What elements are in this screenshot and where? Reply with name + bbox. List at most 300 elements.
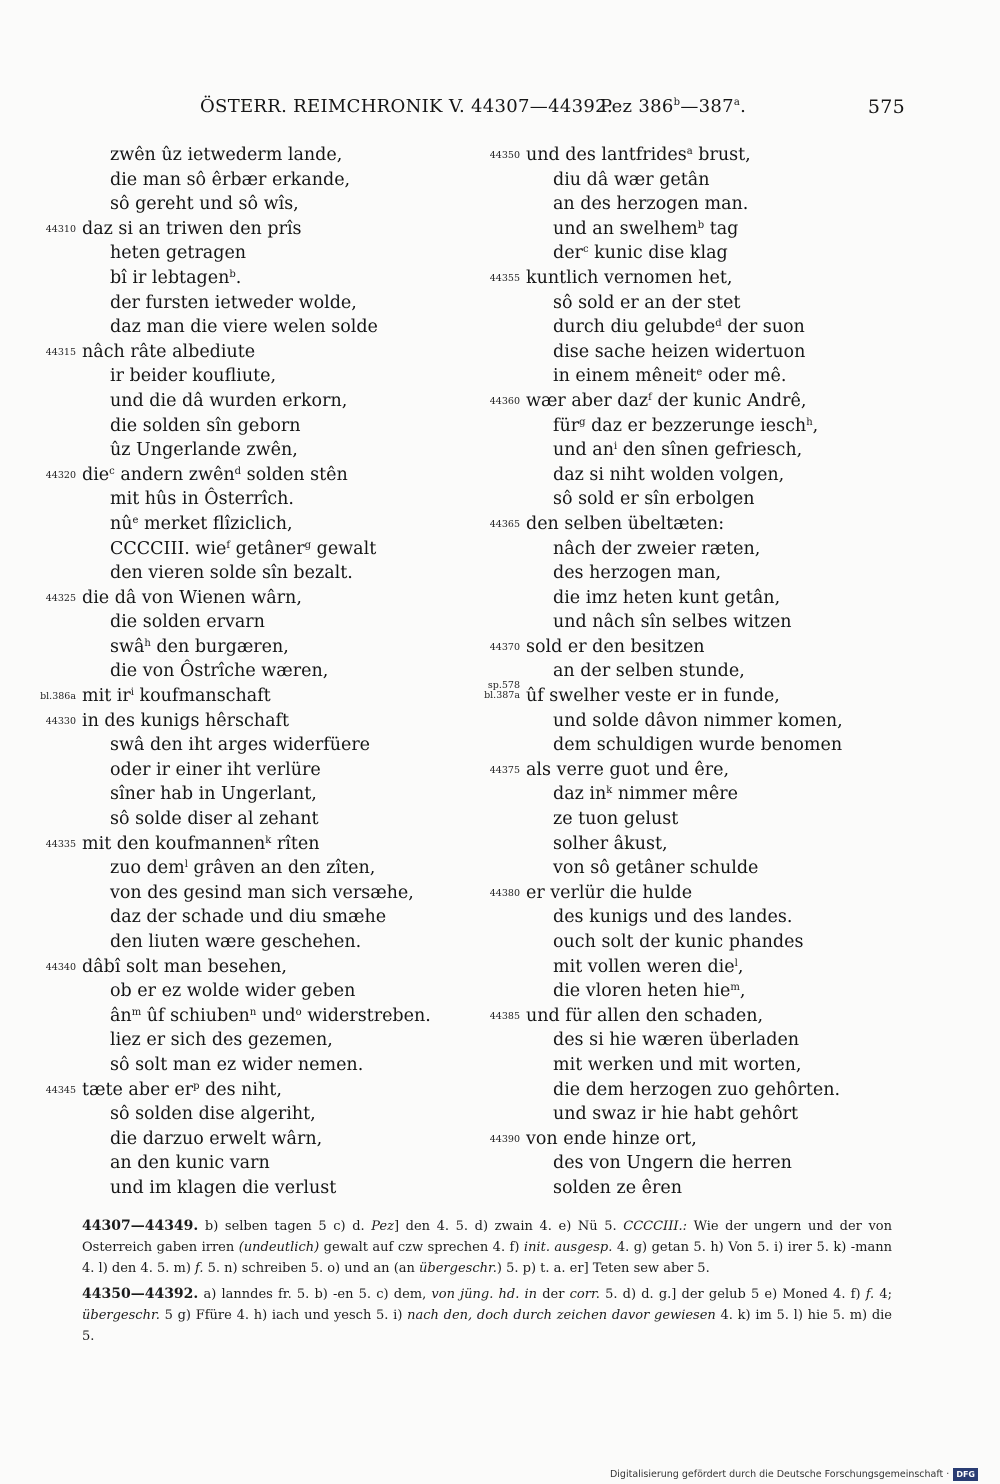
verse-text (110, 143, 342, 168)
verse-text (82, 955, 287, 980)
line-number: bl.386a (40, 691, 76, 703)
verse-line (474, 364, 874, 389)
verse-fragment: und an swelhem (553, 218, 698, 239)
verse-text (526, 1127, 697, 1152)
verse-fragment: von ende hinze ort, (526, 1128, 697, 1149)
verse-line (30, 143, 450, 168)
verse-fragment: an des herzogen man. (553, 194, 749, 215)
footnote-marker: a (686, 146, 693, 157)
verse-text (82, 709, 289, 734)
verse-line (474, 659, 874, 684)
verse-text (553, 782, 738, 807)
verse-text (110, 364, 276, 389)
verse-line (474, 143, 874, 168)
verse-text (553, 1078, 840, 1103)
line-number: 44375 (489, 764, 520, 776)
verse-fragment: bî ir lebtagen (110, 267, 230, 288)
verse-text (110, 807, 319, 832)
verse-text (110, 291, 357, 316)
verse-line (474, 561, 874, 586)
line-number: 44365 (489, 518, 520, 530)
verse-fragment: der suon (721, 317, 805, 338)
verse-line (30, 512, 450, 537)
verse-line (30, 905, 450, 930)
verse-text (553, 856, 758, 881)
verse-fragment: den vieren solde sîn bezalt. (110, 563, 353, 584)
verse-line (474, 979, 874, 1004)
verse-fragment: daz in (553, 784, 607, 805)
line-number: 44370 (489, 641, 520, 653)
verse-text (82, 832, 320, 857)
footnote-marker: c (582, 244, 589, 256)
verse-text (553, 340, 805, 365)
verse-text (110, 241, 246, 266)
verse-line (30, 537, 450, 562)
line-number: 44315 (45, 346, 76, 358)
verse-text (110, 561, 353, 586)
verse-text (553, 414, 818, 439)
verse-text (110, 659, 328, 684)
line-number: 44350 (489, 150, 520, 161)
verse-fragment: widerstreben. (301, 1005, 431, 1026)
verse-line (30, 856, 450, 881)
verse-fragment: den liuten wære geschehen. (110, 932, 362, 952)
verse-text (553, 955, 743, 980)
verse-fragment: und des lantfrides (526, 145, 687, 165)
footnote-marker: d (715, 318, 722, 330)
verse-line (30, 881, 450, 906)
footnote-block (36, 1284, 892, 1347)
verse-line (30, 438, 450, 463)
running-title: ÖSTERR. REIMCHRONIK V. 44307—44392. (200, 96, 613, 117)
verse-fragment: in einem mêneit (553, 366, 697, 387)
verse-text (553, 1151, 792, 1176)
verse-line (474, 438, 874, 463)
pez-reference (600, 96, 746, 117)
footnote-marker: f (226, 539, 231, 551)
verse-text (553, 1053, 801, 1078)
verse-fragment: daz er bezzerunge iesch (585, 415, 807, 436)
verse-fragment: nimmer mêre (612, 784, 738, 805)
verse-fragment: sîner hab in Ungerlant, (110, 784, 317, 805)
verse-line (30, 389, 450, 414)
verse-line (474, 291, 874, 316)
verse-fragment: die dâ von Wienen wârn, (82, 587, 302, 608)
footnote-text: 4. k) im 5. l) hie 5. m) die 5. (82, 1308, 893, 1344)
verse-line (30, 241, 450, 266)
verse-text (110, 438, 298, 463)
verse-fragment: ir beider koufliute, (110, 366, 277, 387)
line-number: 44355 (489, 272, 520, 284)
verse-line (30, 561, 450, 586)
verse-fragment: dise sache heizen widertuon (553, 341, 806, 362)
verse-fragment: als verre guot und êre, (526, 759, 730, 780)
verse-line (474, 1053, 874, 1078)
verse-text (110, 1004, 431, 1029)
verse-fragment: diu dâ wær getân (553, 169, 710, 190)
verse-fragment: , (737, 956, 744, 977)
verse-text (553, 241, 728, 266)
footnote-marker: p (193, 1080, 200, 1092)
verse-line (474, 168, 874, 193)
pez-sup-1: b (673, 97, 681, 108)
verse-fragment: des niht, (199, 1079, 282, 1100)
verse-line (474, 1028, 874, 1053)
running-header (200, 96, 905, 124)
verse-fragment: gewalt (311, 538, 377, 559)
verse-fragment: die von Ôstrîche wæren, (110, 661, 329, 682)
verse-text (82, 217, 302, 242)
verse-fragment: zuo dem (110, 858, 185, 879)
line-number: 44340 (45, 961, 76, 973)
footnote-marker: h (806, 416, 813, 428)
verse-fragment: mit werken und mit worten, (553, 1054, 802, 1075)
verse-line (30, 291, 450, 316)
verse-line (30, 709, 450, 734)
verse-fragment: und (256, 1005, 296, 1026)
verse-fragment: und swaz ir hie habt gehôrt (553, 1104, 799, 1125)
verse-text (110, 1053, 363, 1078)
footnote-marker: e (132, 514, 139, 526)
verse-line (30, 340, 450, 365)
verse-line (474, 832, 874, 857)
verse-text (110, 512, 293, 537)
verse-text (553, 832, 668, 857)
verse-line (30, 168, 450, 193)
verse-line (30, 930, 450, 955)
verse-text (526, 758, 729, 783)
verse-fragment: die (82, 464, 110, 485)
verse-text (553, 168, 709, 193)
verse-text (82, 586, 302, 611)
verse-line (474, 266, 874, 291)
critical-apparatus (36, 1216, 892, 1347)
verse-text (110, 192, 299, 217)
footnote-italic: corr. (569, 1287, 600, 1302)
verse-text (110, 856, 375, 881)
verse-fragment: den burgæren, (150, 636, 289, 657)
verse-line (474, 315, 874, 340)
verse-text (526, 389, 806, 414)
verse-fragment: nâch râte albediute (82, 341, 256, 362)
footnote-text: 5. n) schreiben 5. o) und an (an (203, 1261, 420, 1276)
verse-fragment: er verlür die hulde (526, 882, 693, 903)
footnote-marker: i (614, 441, 618, 453)
verse-text (526, 684, 780, 709)
footnote-italic: f. (195, 1261, 204, 1276)
verse-fragment: von des gesind man sich versæhe, (110, 882, 414, 903)
verse-text (110, 635, 289, 660)
verse-fragment: die vloren heten hie (553, 981, 731, 1002)
footnote-marker: o (295, 1006, 302, 1018)
verse-text (553, 979, 745, 1004)
verse-fragment: sô gereht und sô wîs, (110, 194, 299, 215)
verse-line (30, 955, 450, 980)
footnote-marker: k (265, 834, 272, 846)
verse-fragment: tæte aber er (82, 1079, 194, 1100)
verse-fragment: den selben übeltæten: (526, 513, 725, 534)
verse-line (474, 680, 874, 709)
verse-text (110, 1102, 316, 1127)
verse-text (110, 610, 265, 635)
verse-line (30, 610, 450, 635)
verse-line (474, 758, 874, 783)
verse-text (553, 487, 755, 512)
footnote-italic: CCCCIII.: (623, 1219, 687, 1234)
verse-text (526, 881, 692, 906)
verse-text (110, 758, 321, 783)
verse-fragment: der fursten ietweder wolde, (110, 292, 357, 313)
footnote-marker: b (229, 268, 236, 280)
verse-fragment: kuntlich vernomen het, (526, 267, 733, 288)
verse-text (553, 610, 792, 635)
verse-line (30, 463, 450, 488)
verse-text (110, 1176, 336, 1201)
verse-line (474, 389, 874, 414)
verse-fragment: daz si an triwen den prîs (82, 218, 302, 239)
verse-text (526, 512, 724, 537)
verse-line (30, 635, 450, 660)
verse-text (110, 782, 317, 807)
verse-fragment: ân (110, 1005, 132, 1026)
verse-line (474, 340, 874, 365)
verse-line (30, 979, 450, 1004)
verse-fragment: in des kunigs hêrschaft (82, 710, 290, 731)
verse-line (474, 1078, 874, 1103)
footnote-marker: f (648, 391, 652, 403)
footnote-text: ] den 4. 5. d) zwain 4. e) Nü 5. (393, 1219, 624, 1234)
verse-fragment: ob er ez wolde wider geben (110, 981, 356, 1002)
footnote-marker: g (579, 416, 586, 428)
verse-fragment: kunic dise klag (588, 243, 728, 264)
pez-mid: —387 (680, 96, 734, 117)
verse-fragment: brust, (692, 145, 751, 165)
verse-line (474, 241, 874, 266)
verse-line (474, 709, 874, 734)
verse-fragment: koufmanschaft (133, 686, 271, 707)
verse-fragment: durch diu gelubde (553, 317, 716, 338)
verse-line (474, 463, 874, 488)
verse-text (553, 659, 745, 684)
verse-line (30, 266, 450, 291)
verse-fragment: sô solde diser al zehant (110, 809, 319, 830)
verse-text (82, 463, 348, 488)
verse-text (553, 438, 802, 463)
verse-fragment: des herzogen man, (553, 563, 722, 584)
verse-line (474, 512, 874, 537)
verse-fragment: und die dâ wurden erkorn, (110, 390, 348, 411)
verse-fragment: grâven an den zîten, (187, 858, 376, 879)
verse-fragment: daz si niht wolden volgen, (553, 464, 785, 485)
verse-line (474, 635, 874, 660)
verse-line (30, 832, 450, 857)
verse-text (526, 266, 732, 291)
footnote-italic: nach den, doch durch zeichen davor gewiesen (407, 1308, 716, 1323)
footnote-marker: g (304, 539, 312, 551)
verse-text (110, 1151, 270, 1176)
verse-line (474, 610, 874, 635)
verse-fragment: swâ (110, 636, 145, 657)
line-number: 44325 (45, 592, 76, 604)
verse-text (553, 192, 748, 217)
verse-line (30, 217, 450, 242)
verse-text (553, 1028, 799, 1053)
verse-fragment: ze tuon gelust (553, 809, 679, 830)
verse-text (110, 905, 386, 930)
verse-text (553, 1102, 798, 1127)
verse-fragment: mit den koufmannen (82, 833, 266, 854)
verse-text (553, 561, 721, 586)
verse-fragment: . (235, 267, 242, 288)
footnote-italic: von jüng. hd. in (431, 1287, 538, 1302)
verse-text (110, 881, 414, 906)
line-number: 44360 (489, 395, 520, 407)
verse-fragment: zwên ûz ietwederm lande, (110, 145, 343, 165)
digitization-credit: Digitalisierung gefördert durch die Deutsche Forschungsgemeinschaft · DFG (610, 1466, 978, 1482)
line-number: 44310 (45, 223, 76, 235)
verse-line (30, 1102, 450, 1127)
verse-line (30, 1176, 450, 1201)
verse-fragment: tag (704, 218, 739, 239)
footnote-text: der (537, 1287, 570, 1302)
verse-fragment: mit hûs in Ôsterrîch. (110, 489, 294, 510)
verse-line (474, 856, 874, 881)
line-number: 44335 (45, 838, 76, 850)
footnote-text: 4; (874, 1287, 892, 1302)
verse-line (474, 955, 874, 980)
verse-line (30, 1004, 450, 1029)
verse-fragment: andern zwên (114, 464, 235, 485)
footnote-marker: l (184, 859, 188, 871)
verse-line (474, 782, 874, 807)
verse-fragment: die darzuo erwelt wârn, (110, 1128, 323, 1149)
footnote-italic: init. ausgesp. (523, 1240, 613, 1255)
footnote-italic: Pez (371, 1219, 394, 1234)
verse-fragment: ouch solt der kunic phandes (553, 932, 804, 952)
verse-column-left (30, 143, 450, 1201)
verse-text (526, 143, 751, 168)
dfg-logo-icon: DFG (953, 1468, 978, 1481)
verse-fragment: ûf swelher veste er in funde, (526, 686, 780, 707)
verse-fragment: wær aber daz (526, 390, 649, 411)
verse-line (474, 881, 874, 906)
verse-text (82, 1078, 282, 1103)
line-number: 44390 (489, 1133, 520, 1145)
verse-line (30, 659, 450, 684)
verse-fragment: mit ir (82, 686, 131, 707)
footnote-marker: c (109, 465, 115, 477)
verse-fragment: , (812, 415, 819, 436)
verse-line (30, 807, 450, 832)
verse-fragment: die dem herzogen zuo gehôrten. (553, 1079, 841, 1100)
verse-fragment: solden ze êren (553, 1177, 682, 1198)
verse-text (553, 733, 842, 758)
verse-fragment: mit vollen weren die (553, 956, 735, 977)
verse-line (474, 1127, 874, 1152)
footnote-text: Wie der ungern und der von Osterreich gaben irren (82, 1219, 893, 1255)
verse-text (553, 1176, 682, 1201)
verse-fragment: für (553, 415, 580, 436)
verse-text (110, 487, 294, 512)
verse-fragment: oder ir einer iht verlüre (110, 759, 321, 780)
verse-fragment: die imz heten kunt getân, (553, 587, 781, 608)
verse-fragment: merket flîziclich, (138, 513, 293, 534)
verse-text (526, 635, 705, 660)
verse-line (30, 733, 450, 758)
verse-text (110, 315, 378, 340)
verse-text (110, 537, 376, 562)
verse-fragment: oder mê. (702, 366, 787, 387)
verse-line (30, 1078, 450, 1103)
verse-line (474, 217, 874, 242)
verse-text (553, 709, 843, 734)
verse-range-label: 44307—44349. (82, 1218, 199, 1234)
verse-text (553, 364, 786, 389)
verse-fragment: ûz Ungerlande zwên, (110, 440, 298, 461)
verse-line (474, 930, 874, 955)
verse-fragment: an den kunic varn (110, 1153, 270, 1174)
footnote-italic: (undeutlich) (238, 1240, 320, 1255)
credit-text: Digitalisierung gefördert durch die Deutsche Forschungsgemeinschaft (609, 1468, 944, 1480)
verse-line (474, 414, 874, 439)
line-number: sp.578 bl.387a (484, 680, 520, 702)
verse-fragment: und im klagen die verlust (110, 1177, 337, 1198)
verse-line (30, 1127, 450, 1152)
verse-text (110, 1028, 333, 1053)
verse-fragment: der kunic Andrê, (651, 390, 807, 411)
footnote-text: ) 5. p) t. a. er] Teten sew aber 5. (496, 1261, 710, 1276)
verse-line (474, 905, 874, 930)
verse-fragment: und solde dâvon nimmer komen, (553, 710, 843, 731)
footnote-marker: n (249, 1006, 257, 1018)
verse-text (110, 1127, 322, 1152)
verse-line (30, 1053, 450, 1078)
verse-fragment: daz man die viere welen solde (110, 317, 378, 338)
line-number: 44320 (45, 469, 76, 481)
verse-line (30, 684, 450, 709)
footnote-text: gewalt auf czw sprechen 4. f) (319, 1240, 524, 1255)
line-number: 44345 (45, 1084, 76, 1096)
verse-fragment: des von Ungern die herren (553, 1153, 792, 1174)
pez-end: . (740, 96, 747, 117)
verse-fragment: swâ den iht arges widerfüere (110, 735, 371, 756)
verse-line (474, 733, 874, 758)
verse-line (474, 487, 874, 512)
verse-fragment: sô sold er sîn erbolgen (553, 489, 755, 510)
verse-fragment: CCCCIII. wie (110, 538, 227, 559)
footnote-marker: l (734, 957, 738, 969)
verse-fragment: und nâch sîn selbes witzen (553, 612, 792, 633)
verse-fragment: sô solden dise algeriht, (110, 1104, 316, 1125)
verse-line (30, 364, 450, 389)
verse-fragment: den sînen gefriesch, (617, 440, 803, 461)
verse-fragment: getâner (230, 538, 305, 559)
footnote-marker: m (730, 982, 740, 994)
verse-fragment: sô sold er an der stet (553, 292, 741, 313)
verse-line (30, 315, 450, 340)
verse-text (110, 414, 301, 439)
verse-text (553, 586, 780, 611)
verse-fragment: solher âkust, (553, 833, 668, 854)
verse-text (553, 315, 805, 340)
verse-fragment: und an (553, 440, 615, 461)
verse-line (474, 1176, 874, 1201)
verse-fragment: heten getragen (110, 243, 247, 264)
footnote-marker: i (130, 687, 134, 699)
verse-line (30, 586, 450, 611)
line-number: 44385 (489, 1010, 520, 1022)
verse-fragment: sô solt man ez wider nemen. (110, 1054, 364, 1075)
